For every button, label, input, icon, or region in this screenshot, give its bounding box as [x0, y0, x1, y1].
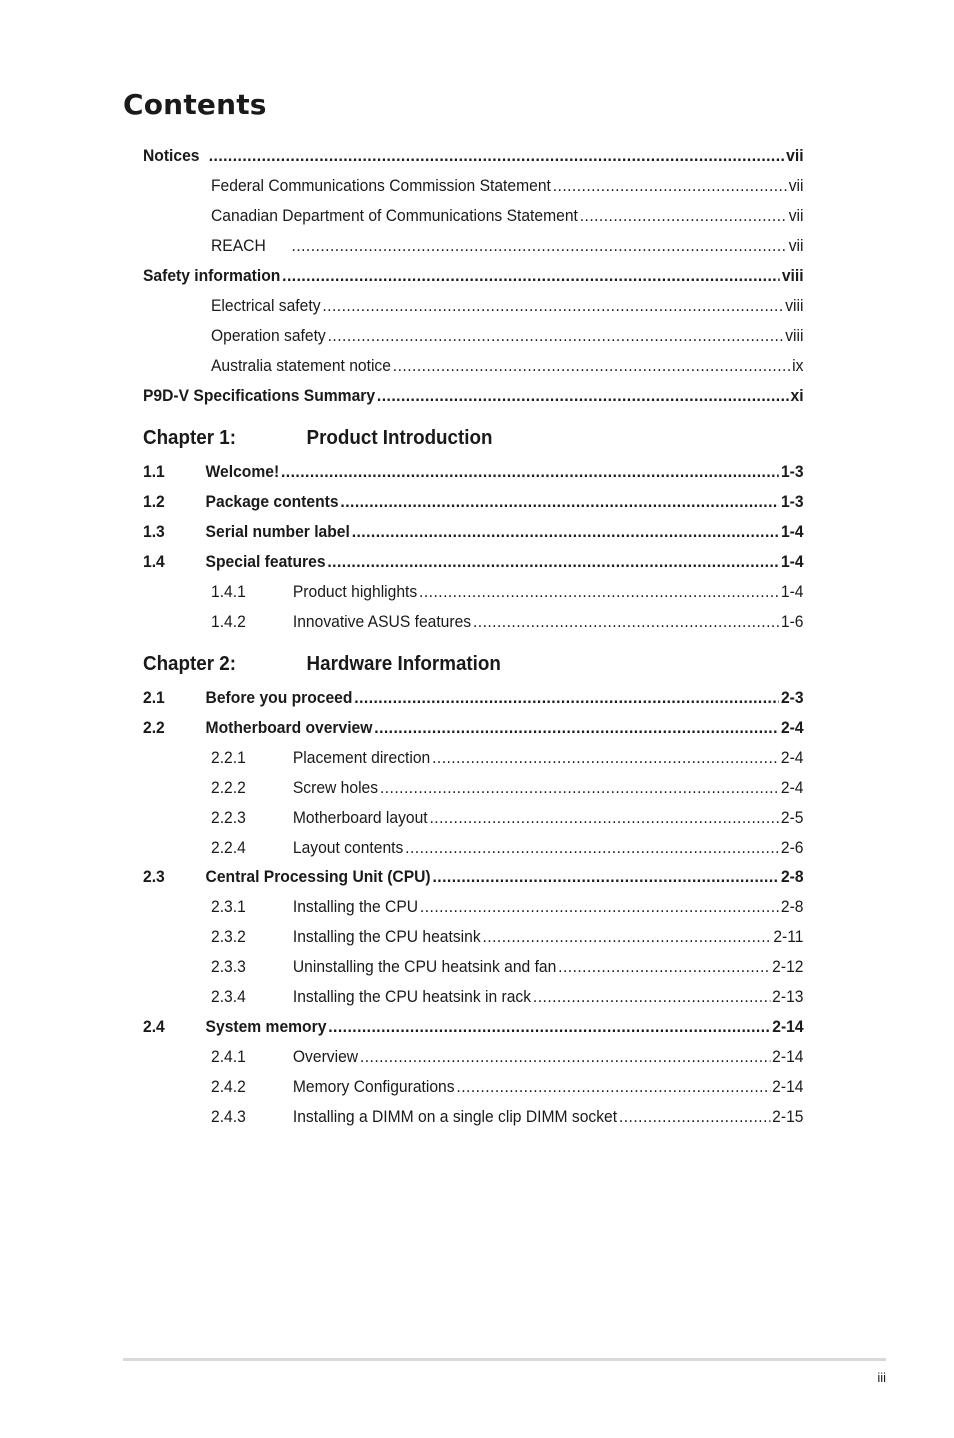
toc-entry-title: Special features [205, 552, 326, 571]
toc-entry-title: Product highlights [292, 582, 418, 601]
toc-entry-title: Federal Communications Commission Statement [211, 176, 551, 195]
toc-entry-page: viii [781, 266, 804, 285]
section-number: 1.3 [143, 522, 165, 541]
dot-leader [281, 461, 779, 483]
dot-leader [456, 1076, 770, 1098]
toc-entry-title: Installing the CPU heatsink in rack [292, 987, 532, 1006]
toc-entry-page: 2-14 [772, 1077, 804, 1096]
dot-leader [393, 355, 791, 377]
toc-entry-title: Central Processing Unit (CPU) [205, 867, 431, 886]
toc-entry-title: REACH [211, 236, 266, 255]
page-title: Contents [123, 88, 267, 121]
dot-leader [432, 866, 779, 888]
toc-entry-title: Memory Configurations [292, 1077, 455, 1096]
toc-entry-1-2[interactable] [143, 491, 804, 513]
dot-leader [352, 521, 779, 543]
toc-entry-title: Package contents [205, 492, 339, 511]
toc-entry-2-4[interactable] [143, 1016, 804, 1038]
section-number: 2.3.1 [211, 897, 246, 916]
dot-leader [282, 265, 780, 287]
dot-leader [405, 837, 779, 859]
section-number: 2.4.2 [211, 1077, 246, 1096]
toc-entry-notices[interactable] [143, 145, 804, 167]
toc-entry-page: 2-14 [772, 1017, 804, 1036]
section-number: 2.4 [143, 1017, 165, 1036]
toc-entry-title: Serial number label [205, 522, 350, 541]
dot-leader [580, 205, 787, 227]
section-number: 2.2.2 [211, 778, 246, 797]
toc-entry-canadian[interactable] [211, 205, 803, 227]
section-number: 1.4 [143, 552, 165, 571]
toc-entry-page: 1-4 [780, 522, 804, 541]
toc-entry-page: 1-3 [780, 462, 804, 481]
toc-entry-title: Screw holes [292, 778, 379, 797]
dot-leader [419, 581, 779, 603]
toc-entry-2-2-4[interactable] [211, 837, 803, 859]
toc-entry-page: viii [785, 326, 804, 345]
toc-entry-page: 2-3 [780, 688, 804, 707]
toc-entry-title: Installing a DIMM on a single clip DIMM socket [292, 1107, 618, 1126]
section-number: 2.2.1 [211, 748, 246, 767]
toc-entry-1-4-2[interactable] [211, 611, 803, 633]
dot-leader [209, 145, 785, 167]
toc-entry-reach[interactable] [211, 235, 803, 257]
dot-leader [533, 986, 770, 1008]
toc-entry-australia[interactable] [211, 355, 803, 377]
toc-entry-page: 1-3 [780, 492, 804, 511]
dot-leader [558, 956, 770, 978]
toc-entry-1-3[interactable] [143, 521, 804, 543]
toc-entry-2-2-2[interactable] [211, 777, 803, 799]
toc-entry-page: 2-11 [773, 927, 804, 946]
chapter-label: Chapter 1: [143, 427, 236, 449]
footer-page-number: iii [877, 1370, 886, 1385]
toc-entry-title: Layout contents [292, 838, 404, 857]
toc-entry-title: System memory [205, 1017, 327, 1036]
toc-entry-page: xi [790, 386, 804, 405]
toc-entry-page: 2-15 [772, 1107, 804, 1126]
dot-leader [483, 926, 772, 948]
section-number: 2.3.3 [211, 957, 246, 976]
toc-entry-title: Placement direction [292, 748, 431, 767]
dot-leader [340, 491, 779, 513]
toc-entry-title: Installing the CPU [292, 897, 419, 916]
dot-leader [377, 385, 789, 407]
toc-entry-1-1[interactable] [143, 461, 804, 483]
dot-leader [322, 295, 783, 317]
toc-entry-title: Operation safety [211, 326, 326, 345]
toc-entry-operation[interactable] [211, 325, 803, 347]
section-number: 1.4.1 [211, 582, 246, 601]
section-number: 2.2 [143, 718, 165, 737]
section-number: 2.4.3 [211, 1107, 246, 1126]
toc-entry-page: 2-12 [772, 957, 804, 976]
toc-entry-1-4-1[interactable] [211, 581, 803, 603]
section-number: 2.2.4 [211, 838, 246, 857]
toc-entry-page: 2-8 [780, 897, 804, 916]
toc-entry-2-4-3[interactable] [211, 1106, 803, 1128]
section-number: 1.2 [143, 492, 165, 511]
toc-entry-1-4[interactable] [143, 551, 804, 573]
toc-entry-title: Electrical safety [211, 296, 321, 315]
toc-entry-2-4-2[interactable] [211, 1076, 803, 1098]
toc-entry-page: vii [786, 146, 804, 165]
toc-entry-2-2-1[interactable] [211, 747, 803, 769]
toc-entry-title: Safety information [143, 266, 281, 285]
toc-entry-title: Innovative ASUS features [292, 612, 472, 631]
dot-leader [380, 777, 779, 799]
toc-entry-page: 2-4 [780, 778, 804, 797]
toc-entry-title: Before you proceed [205, 688, 353, 707]
section-number: 1.4.2 [211, 612, 246, 631]
toc-entry-title: Canadian Department of Communications Statement [211, 206, 578, 225]
toc-entry-page: vii [788, 206, 804, 225]
chapter-heading-1 [143, 427, 492, 453]
dot-leader [292, 235, 787, 257]
toc-entry-2-3[interactable] [143, 866, 804, 888]
toc-entry-page: vii [788, 236, 804, 255]
toc-entry-2-3-4[interactable] [211, 986, 803, 1008]
toc-entry-page: 2-6 [780, 838, 804, 857]
section-number: 1.1 [143, 462, 165, 481]
toc-entry-electrical[interactable] [211, 295, 803, 317]
dot-leader [553, 175, 787, 197]
section-number: 2.2.3 [211, 808, 246, 827]
toc-entry-2-3-1[interactable] [211, 896, 803, 918]
toc-entry-page: viii [785, 296, 804, 315]
toc-entry-2-3-3[interactable] [211, 956, 803, 978]
dot-leader [360, 1046, 770, 1068]
toc-entry-title: Notices [143, 146, 200, 165]
dot-leader [619, 1106, 770, 1128]
section-number: 2.4.1 [211, 1047, 246, 1066]
toc-entry-2-1[interactable] [143, 687, 804, 709]
toc-entry-safety[interactable] [143, 265, 804, 287]
chapter-title: Product Introduction [306, 427, 493, 449]
dot-leader [354, 687, 779, 709]
chapter-label: Chapter 2: [143, 653, 236, 675]
toc-entry-specs[interactable] [143, 385, 804, 407]
toc-entry-title: Australia statement notice [211, 356, 391, 375]
dot-leader [429, 807, 779, 829]
toc-entry-title: Uninstalling the CPU heatsink and fan [292, 957, 557, 976]
section-number: 2.3.4 [211, 987, 246, 1006]
toc-entry-2-3-2[interactable] [211, 926, 803, 948]
toc-entry-title: Overview [292, 1047, 359, 1066]
dot-leader [328, 325, 784, 347]
toc-entry-2-2-3[interactable] [211, 807, 803, 829]
toc-entry-title: Welcome! [205, 462, 280, 481]
dot-leader [327, 551, 779, 573]
toc-entry-title: Motherboard layout [292, 808, 428, 827]
toc-entry-page: vii [788, 176, 804, 195]
toc-entry-2-2[interactable] [143, 717, 804, 739]
chapter-heading-2 [143, 653, 501, 679]
dot-leader [473, 611, 779, 633]
toc-entry-page: 2-5 [780, 808, 804, 827]
toc-entry-page: 1-4 [780, 552, 804, 571]
dot-leader [374, 717, 779, 739]
toc-entry-title: P9D-V Specifications Summary [143, 386, 376, 405]
section-number: 2.3.2 [211, 927, 246, 946]
dot-leader [420, 896, 779, 918]
toc-entry-title: Installing the CPU heatsink [292, 927, 481, 946]
toc-entry-page: 2-4 [780, 718, 804, 737]
toc-entry-title: Motherboard overview [205, 718, 373, 737]
section-number: 2.3 [143, 867, 165, 886]
toc-entry-fcc[interactable] [211, 175, 803, 197]
chapter-title: Hardware Information [306, 653, 501, 675]
dot-leader [328, 1016, 770, 1038]
toc-entry-page: 1-4 [780, 582, 804, 601]
toc-entry-2-4-1[interactable] [211, 1046, 803, 1068]
toc-entry-page: 2-8 [780, 867, 804, 886]
toc-entry-page: 2-13 [772, 987, 804, 1006]
toc-entry-page: ix [792, 356, 804, 375]
toc-entry-page: 1-6 [780, 612, 804, 631]
dot-leader [432, 747, 779, 769]
toc-entry-page: 2-14 [772, 1047, 804, 1066]
toc-entry-page: 2-4 [780, 748, 804, 767]
footer-divider [123, 1358, 886, 1361]
section-number: 2.1 [143, 688, 165, 707]
